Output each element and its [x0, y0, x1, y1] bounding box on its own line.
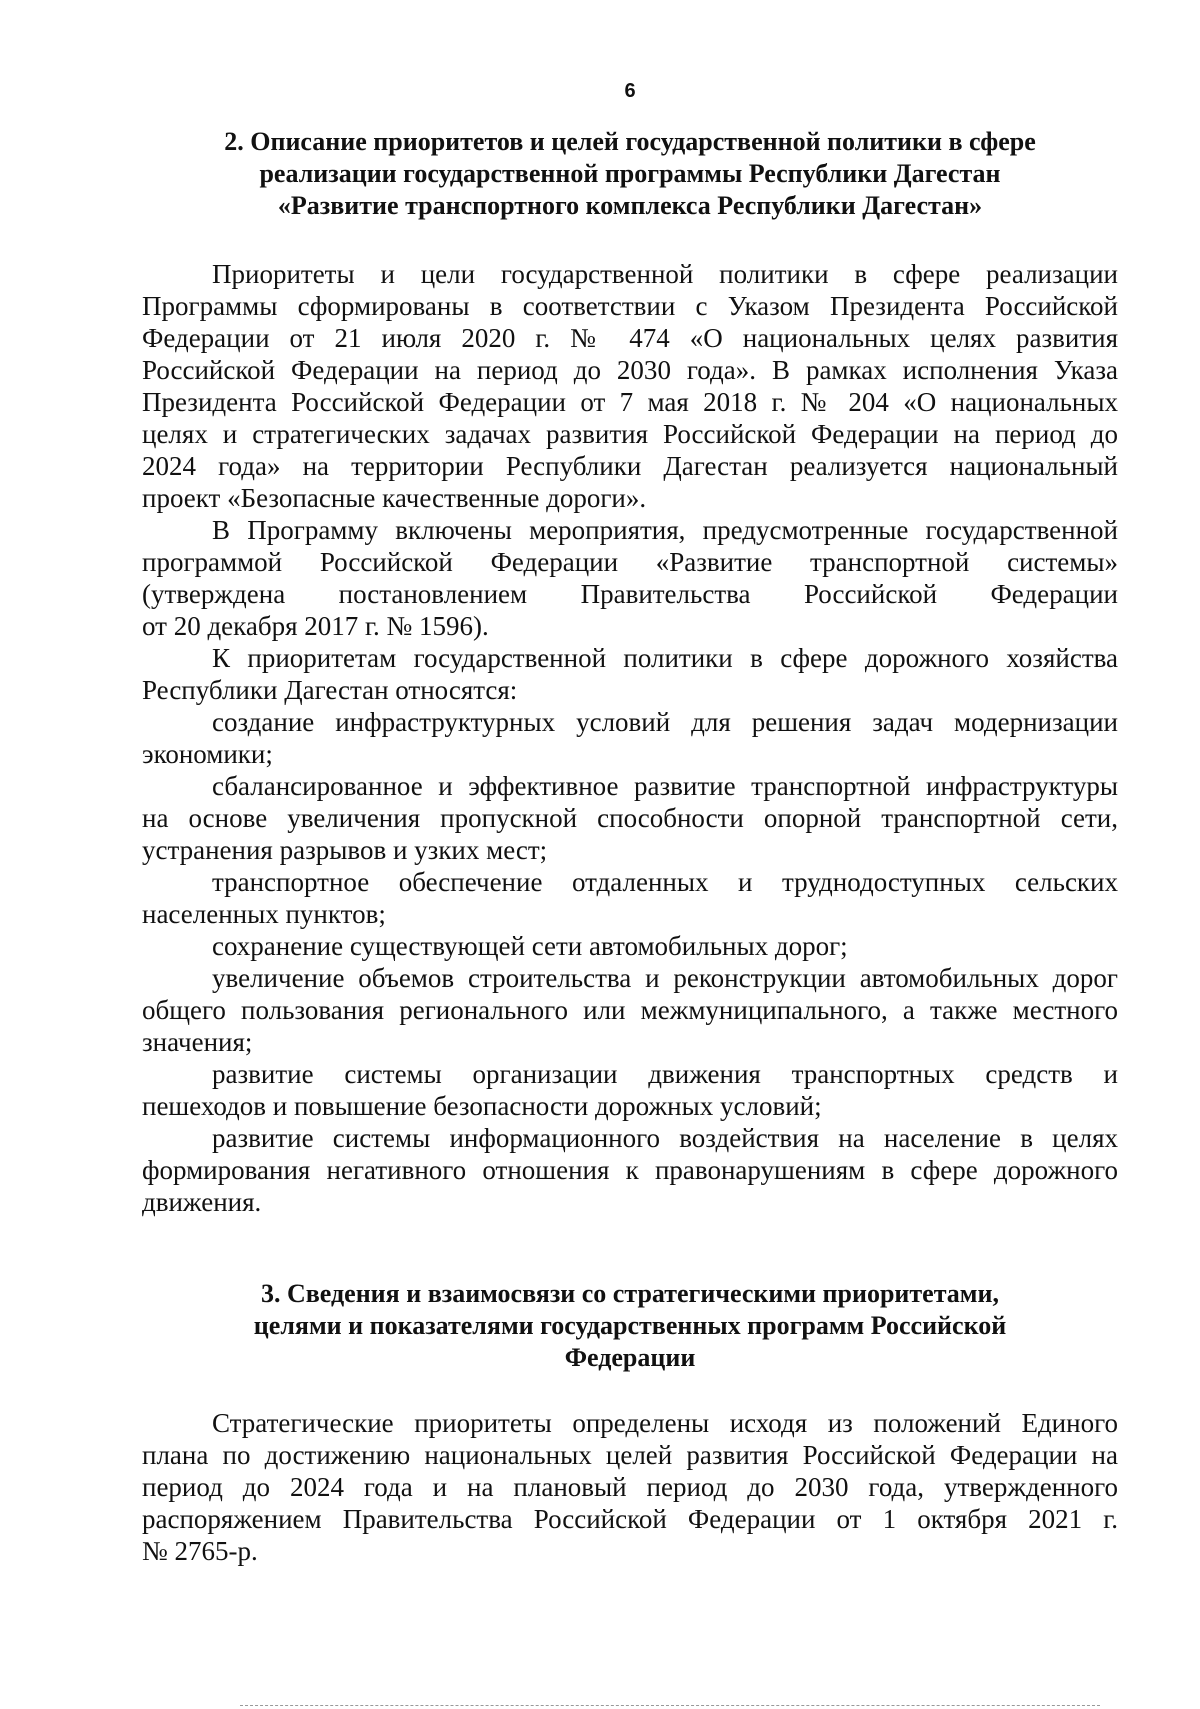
body-text-line: устранения разрывов и узких мест;	[142, 835, 548, 865]
section-3-heading-line: целями и показателями государственных программ Российской	[253, 1311, 1007, 1340]
section-2-heading	[140, 126, 1120, 222]
body-text-line: В Программу включены мероприятия, предусмотренные государственной	[212, 515, 1118, 545]
section-3-heading-line: Федерации	[564, 1343, 696, 1372]
section-3-body	[142, 1407, 1118, 1567]
body-text-line: период до 2024 года и на плановый период до 2030 года, утвержденного	[142, 1472, 1118, 1502]
body-text-line: развитие системы организации движения транспортных средств и	[212, 1059, 1118, 1089]
body-text-line: на основе увеличения пропускной способности опорной транспортной сети,	[142, 803, 1118, 833]
section-2-heading-line: реализации государственной программы Республики Дагестан	[259, 159, 1001, 188]
body-text-line: программой Российской Федерации «Развитие транспортной системы»	[142, 547, 1118, 577]
body-text-line: движения.	[142, 1187, 262, 1217]
body-text-line: плана по достижению национальных целей развития Российской Федерации на	[142, 1440, 1118, 1470]
body-text-line: Президента Российской Федерации от 7 мая 2018 г. № 204 «О национальных	[142, 387, 1118, 417]
section-3-heading-line: 3. Сведения и взаимосвязи со стратегическими приоритетами,	[260, 1279, 999, 1308]
body-text-line: сохранение существующей сети автомобильных дорог;	[212, 931, 848, 961]
section-2-heading-line: 2. Описание приоритетов и целей государственной политики в сфере	[224, 127, 1036, 156]
body-text-line: общего пользования регионального или межмуниципального, а также местного	[142, 995, 1118, 1025]
page-number: 6	[624, 80, 636, 102]
body-text-line: Российской Федерации на период до 2030 года». В рамках исполнения Указа	[142, 355, 1118, 385]
body-text-line: (утверждена постановлением Правительства Российской Федерации	[142, 579, 1118, 609]
body-text-line: сбалансированное и эффективное развитие транспортной инфраструктуры	[212, 771, 1118, 801]
body-text-line: целях и стратегических задачах развития Российской Федерации на период до	[142, 419, 1118, 449]
section-2-heading-line: «Развитие транспортного комплекса Республики Дагестан»	[277, 191, 983, 220]
body-text-line: пешеходов и повышение безопасности дорожных условий;	[142, 1091, 822, 1121]
body-text-line: значения;	[142, 1027, 253, 1057]
body-text-line: формирования негативного отношения к правонарушениям в сфере дорожного	[142, 1155, 1118, 1185]
body-text-line: проект «Безопасные качественные дороги».	[142, 483, 647, 513]
section-3-heading	[140, 1278, 1120, 1374]
body-text-line: Республики Дагестан относятся:	[142, 675, 518, 705]
body-text-line: от 20 декабря 2017 г. № 1596).	[142, 611, 489, 641]
body-text-line: № 2765-р.	[142, 1536, 258, 1566]
body-text-line: 2024 года» на территории Республики Дагестан реализуется национальный	[142, 451, 1118, 481]
section-2-body	[142, 258, 1118, 1218]
body-text-line: Стратегические приоритеты определены исходя из положений Единого	[212, 1408, 1118, 1438]
body-text-line: К приоритетам государственной политики в сфере дорожного хозяйства	[212, 643, 1118, 673]
body-text-line: развитие системы информационного воздействия на население в целях	[212, 1123, 1118, 1153]
footer-rule	[240, 1705, 1100, 1706]
body-text-line: Приоритеты и цели государственной политики в сфере реализации	[212, 259, 1118, 289]
body-text-line: распоряжением Правительства Российской Федерации от 1 октября 2021 г.	[142, 1504, 1118, 1534]
body-text-line: Федерации от 21 июля 2020 г. № 474 «О национальных целях развития	[142, 323, 1118, 353]
body-text-line: Программы сформированы в соответствии с Указом Президента Российской	[142, 291, 1118, 321]
body-text-line: населенных пунктов;	[142, 899, 386, 929]
body-text-line: увеличение объемов строительства и реконструкции автомобильных дорог	[212, 963, 1118, 993]
body-text-line: транспортное обеспечение отдаленных и труднодоступных сельских	[212, 867, 1118, 897]
body-text-line: экономики;	[142, 739, 273, 769]
body-text-line: создание инфраструктурных условий для решения задач модернизации	[212, 707, 1118, 737]
